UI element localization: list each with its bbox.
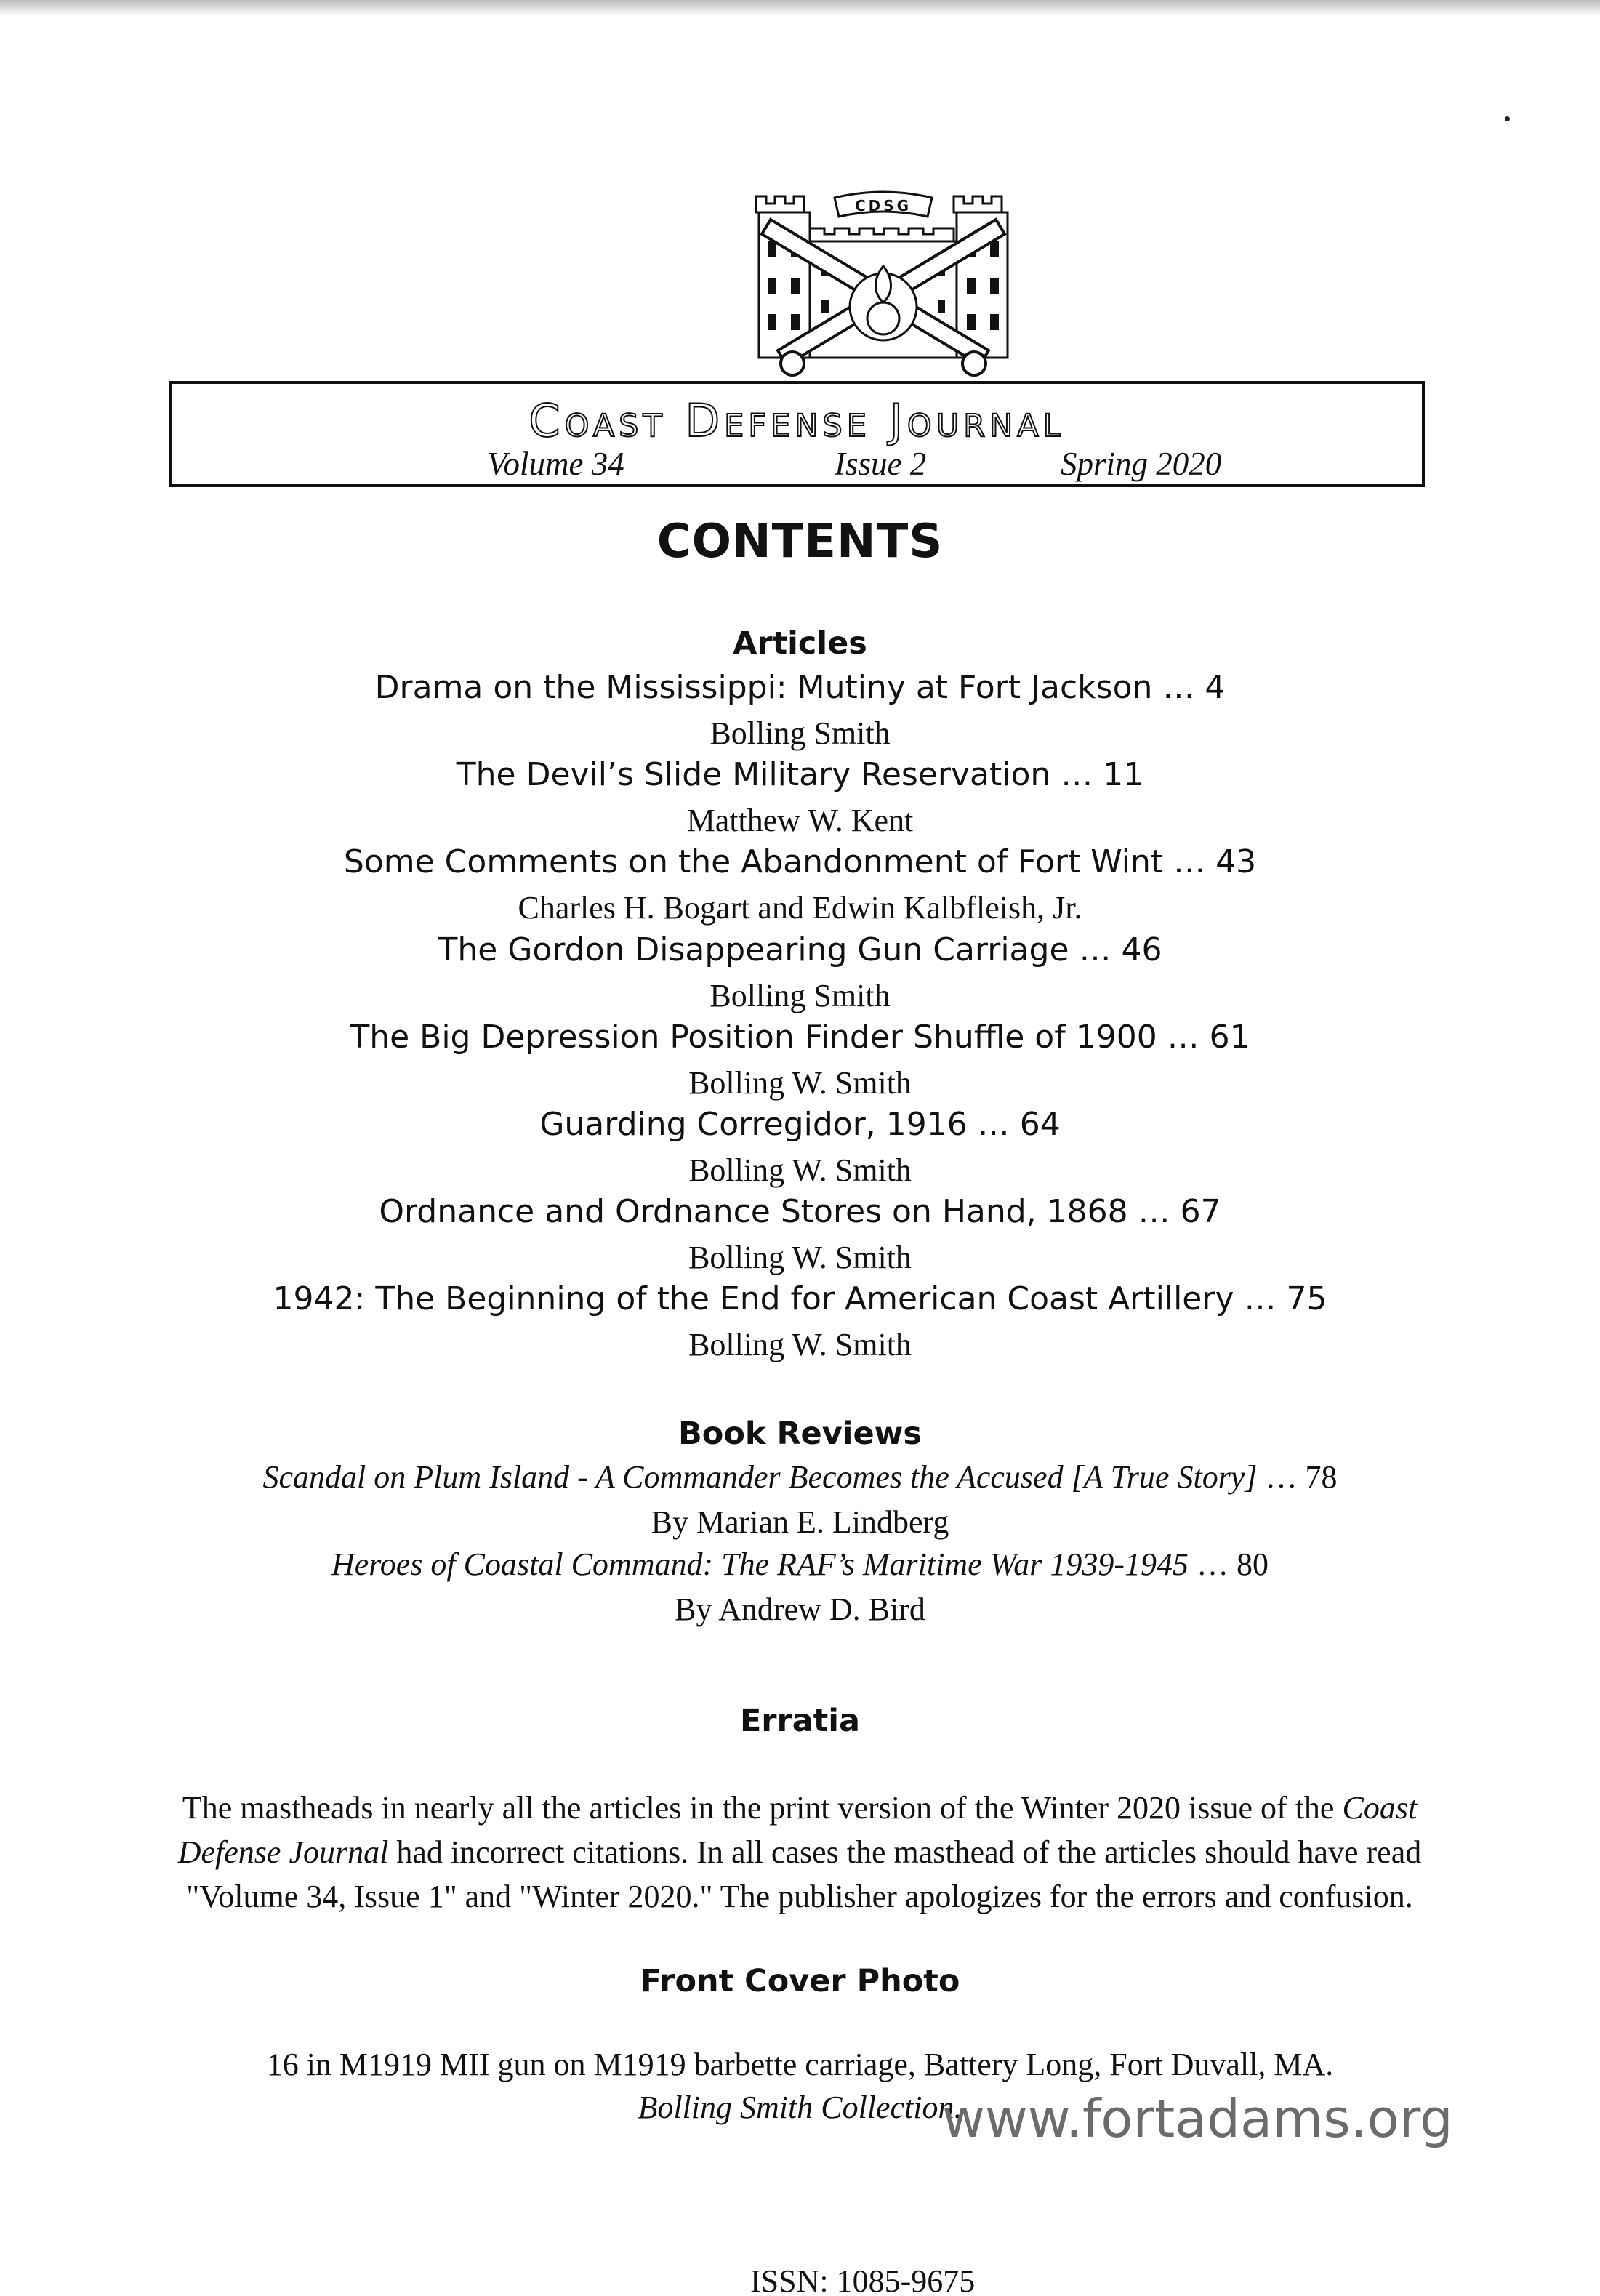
journal-title: Coast Defense Journal: [528, 394, 1065, 447]
cover-credit: Bolling Smith Collection.: [638, 2090, 962, 2125]
review-author: By Andrew D. Bird: [675, 1591, 925, 1627]
website-watermark: www.fortadams.org: [942, 2088, 1453, 2149]
review-title: [0, 1458, 1600, 1496]
article-title: The Big Depression Position Finder Shuffle of 1900 … 61: [350, 1019, 1250, 1056]
review-page: … 78: [1257, 1459, 1338, 1495]
masthead-box: [169, 381, 1425, 487]
season-label: Spring 2020: [1061, 446, 1222, 482]
erratia-heading: Erratia: [739, 1703, 861, 1739]
review-page: … 80: [1189, 1546, 1269, 1582]
erratia-journal-name: Coast Defense Journal: [177, 1790, 1418, 1870]
article-title: Drama on the Mississippi: Mutiny at Fort Jackson … 4: [374, 669, 1226, 706]
article-title: The Gordon Disappearing Gun Carriage … 46: [438, 931, 1162, 968]
contents-heading: CONTENTS: [656, 515, 944, 569]
article-author: Bolling W. Smith: [688, 1152, 912, 1188]
review-author: By Marian E. Lindberg: [651, 1504, 949, 1540]
article-author: Bolling W. Smith: [688, 1065, 912, 1101]
issn-number: ISSN: 1085-9675: [750, 2263, 976, 2296]
article-title: 1942: The Beginning of the End for American Coast Artillery … 75: [273, 1280, 1327, 1317]
erratia-text-before: The mastheads in nearly all the articles in the print version of the Winter 2020 issue of the: [182, 1790, 1343, 1826]
cdsg-castle-logo: [749, 190, 1018, 381]
cover-caption: 16 in M1919 MII gun on M1919 barbette carriage, Battery Long, Fort Duvall, MA.: [266, 2047, 1334, 2082]
article-author: Bolling Smith: [709, 715, 891, 751]
issue-label: Issue 2: [835, 446, 927, 482]
review-book-title: Heroes of Coastal Command: The RAF’s Maritime War 1939-1945: [331, 1546, 1189, 1582]
book-reviews-heading: Book Reviews: [678, 1416, 922, 1452]
front-cover-heading: Front Cover Photo: [640, 1963, 960, 1999]
article-author: Bolling W. Smith: [688, 1327, 912, 1362]
article-title: The Devil’s Slide Military Reservation … 11: [456, 756, 1144, 793]
article-title: Guarding Corregidor, 1916 … 64: [539, 1106, 1061, 1143]
article-author: Charles H. Bogart and Edwin Kalbfleish, Jr.: [518, 890, 1082, 926]
review-book-title: Scandal on Plum Island - A Commander Becomes the Accused [A True Story]: [262, 1459, 1258, 1495]
erratia-text-after: had incorrect citations. In all cases the masthead of the articles should have read "Volume 34, Issue 1" and "Winter 2020." The publisher apologizes for the errors and confusion.: [186, 1834, 1422, 1914]
article-author: Bolling Smith: [709, 978, 891, 1013]
article-author: Bolling W. Smith: [688, 1240, 912, 1275]
article-title: Some Comments on the Abandonment of Fort Wint … 43: [343, 843, 1257, 880]
article-author: Matthew W. Kent: [686, 803, 914, 838]
article-title: Ordnance and Ordnance Stores on Hand, 1868 … 67: [379, 1193, 1221, 1230]
logo-banner-text: CDSG: [854, 197, 912, 214]
articles-heading: Articles: [733, 625, 867, 662]
scan-edge-shadow: [0, 0, 1600, 16]
volume-label: Volume 34: [487, 446, 624, 482]
scan-speck: [1505, 116, 1510, 121]
review-title: [0, 1546, 1600, 1583]
erratia-paragraph: [167, 1786, 1432, 1919]
masthead-issue-row: [172, 445, 1422, 486]
